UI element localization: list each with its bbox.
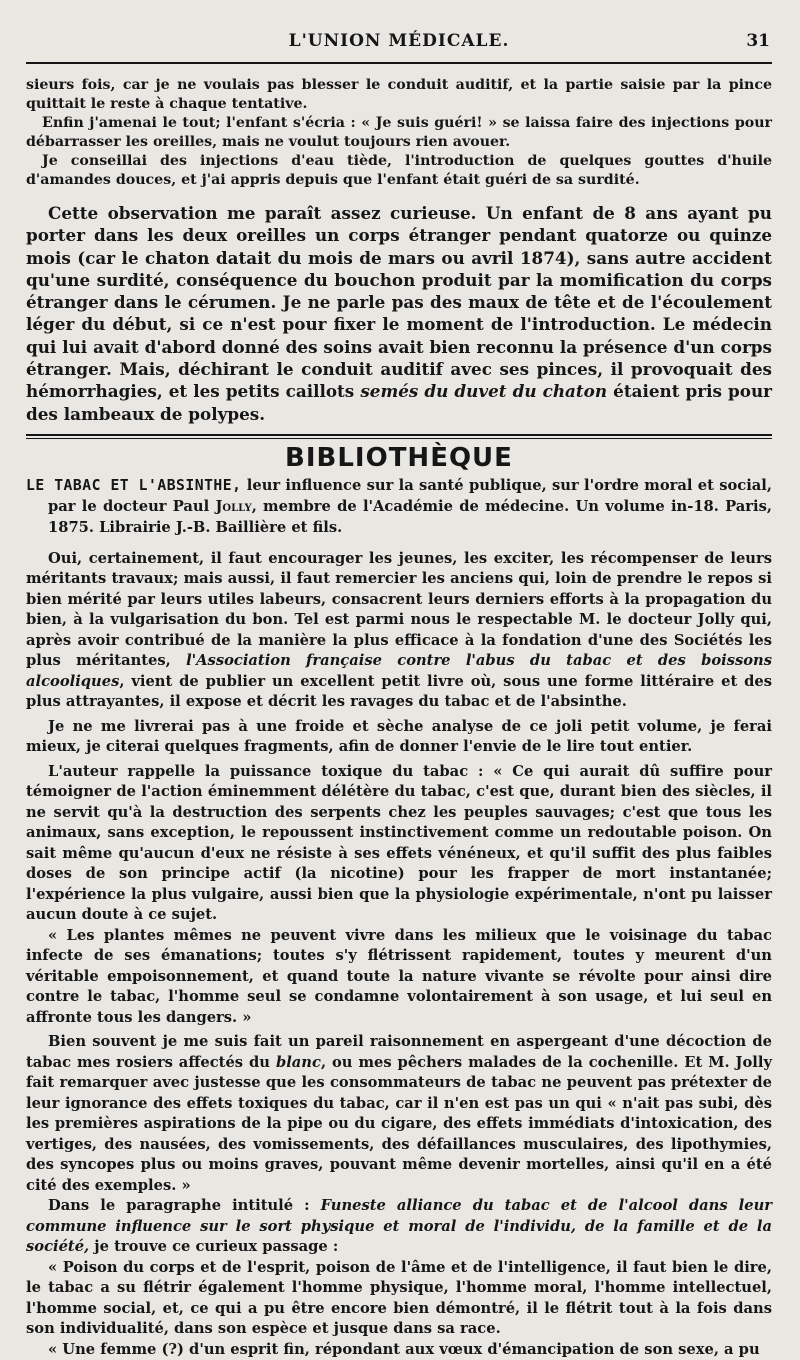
- paragraph: [26, 1196, 772, 1258]
- running-title: L'UNION MÉDICALE.: [288, 31, 510, 51]
- text-run: , ou mes pêchers malades de la cochenille. Et M. Jolly fait remarquer avec justesse que les consommateurs de tabac ne peuvent pas prétexter de leur ignorance des effets toxiques du tabac, car il n'en est pas un qui « n'ait pas subi, dès les premières aspirations de la pipe ou du cigare, des effets immédiats d'intoxication, des vertiges, des nausées, des vomissements, des défaillances musculaires, des lipothymies, des syncopes plus ou moins graves, pouvant même devenir mortelles, ainsi qu'il en a été cité des exemples. »: [26, 1053, 772, 1194]
- text-run: , vient de publier un excellent petit livre où, sous une forme littéraire et des plus attrayantes, il expose et décrit les ravages du tabac et de l'absinthe.: [26, 672, 772, 711]
- paragraph: « Une femme (?) d'un esprit fin, répondant aux vœux d'émancipation de son sexe, a pu: [48, 1340, 760, 1358]
- text-run: Oui, certainement, il faut encourager les jeunes, les exciter, les récompenser de leurs méritants travaux; mais aussi, il faut remercier les anciens qui, loin de prendre le repos si bien mérité par leurs utiles labeurs, consacrent leurs derniers efforts à la propagation du bien, à la vulgarisation du bon. Tel est parmi nous le respectable M. le docteur Jolly qui, après avoir contribué de la manière la plus efficace à la fondation d'une des Sociétés les plus méritantes,: [26, 549, 772, 670]
- section-title: BIBLIOTHÈQUE: [285, 442, 513, 473]
- paragraph: Enfin j'amenai le tout; l'enfant s'écria : « Je suis guéri! » se laissa faire des injections pour débarrasser les oreilles, mais ne voulut toujours rien avouer.: [26, 115, 772, 150]
- paragraph: [26, 549, 772, 713]
- italic-run: l'Association française contre l'abus du tabac et des boissons alcooliques: [26, 652, 773, 690]
- italic-run: Funeste alliance du tabac et de l'alcool dans leur commune influence sur le sort physique et moral de l'individu, de la famille et de la société,: [26, 1197, 773, 1256]
- paragraph: « Poison du corps et de l'esprit, poison de l'âme et de l'intelligence, il faut bien le dire, le tabac a su flétrir également l'homme physique, l'homme moral, l'homme intellectuel, l'homme social, et, ce qui a pu être encore bien démontré, il le flétrit tout à la fois dans son individualité, dans son espèce et jusque dans sa race.: [26, 1258, 772, 1338]
- italic-run: semés du duvet du chaton: [360, 381, 608, 402]
- page-header: [26, 0, 772, 66]
- header-rule: [26, 62, 772, 64]
- italic-run: blanc: [275, 1053, 321, 1071]
- text-run: Dans le paragraphe intitulé :: [48, 1197, 321, 1215]
- author-name: Jolly: [215, 497, 252, 515]
- paragraph-continued: sieurs fois, car je ne voulais pas blesser le conduit auditif, et la partie saisie par la pince quittait le reste à chaque tentative.: [26, 77, 772, 112]
- page-number: 31: [746, 31, 770, 51]
- paragraph-observation: [26, 202, 772, 425]
- text-run: leur influence sur la santé publique, sur l'ordre moral et social, par le docteur Paul: [48, 476, 773, 515]
- paragraph: [26, 1032, 772, 1196]
- text-run: , membre de l'Académie de médecine. Un volume in-18. Paris, 1875. Librairie J.-B. Baillière et fils.: [48, 497, 772, 536]
- text-run: Bien souvent je me suis fait un pareil raisonnement en aspergeant d'une décoction de tabac mes rosiers affectés du: [26, 1033, 772, 1071]
- paragraph: « Les plantes mêmes ne peuvent vivre dans les milieux que le voisinage du tabac infecte de ses émanations; toutes s'y flétrissent rapidement, toutes y meurent d'un véritable empoisonnement, et quand toute la nature vivante se révolte pour ainsi dire contre le tabac, l'homme seul se condamne volontairement à son usage, et lui seul en affronte tous les dangers. »: [26, 926, 772, 1026]
- paragraph: Je conseillai des injections d'eau tiède, l'introduction de quelques gouttes d'huile d'amandes douces, et j'ai appris depuis que l'enfant était guéri de sa surdité.: [26, 153, 772, 188]
- book-title: LE TABAC ET L'ABSINTHE,: [26, 476, 242, 494]
- text-run: Cette observation me paraît assez curieuse. Un enfant de 8 ans ayant pu porter dans les deux oreilles un corps étranger pendant quatorze ou quinze mois (car le chaton datait du mois de mars ou avril 1874), sans autre accident qu'une surdité, conséquence du bouchon produit par la momification du corps étranger dans le cérumen. Je ne parle pas des maux de tête et de l'écoulement léger du début, si ce n'est pour fixer le moment de l'introduction. Le médecin qui lui avait d'abord donné des soins avait bien reconnu la présence d'un corps étranger. Mais, déchirant le conduit auditif avec ses pinces, il provoquait des hémorrhagies, et les petits caillots: [26, 203, 772, 402]
- paragraph: Je ne me livrerai pas à une froide et sèche analyse de ce joli petit volume, je ferai mieux, je citerai quelques fragments, afin de donner l'envie de le lire tout entier.: [26, 717, 772, 756]
- section-divider: [26, 434, 772, 439]
- paragraph: L'auteur rappelle la puissance toxique du tabac : « Ce qui aurait dû suffire pour témoigner de l'action éminemment délétère du tabac, c'est que, durant bien des siècles, il ne servit qu'à la destruction des serpents chez les peuples sauvages; c'est que tous les animaux, sans exception, le repoussent instinctivement comme un redoutable poison. On sait même qu'aucun d'eux ne résiste à ses effets vénéneux, et qu'il suffit des plus faibles doses de son principe actif (la nicotine) pour les frapper de mort instantanée; l'expérience la plus vulgaire, aussi bien que la physiologie expérimentale, n'ont pu laisser aucun doute à ce sujet.: [26, 762, 772, 924]
- bibliographic-entry: [26, 475, 772, 538]
- text-run: je trouve ce curieux passage :: [89, 1238, 339, 1256]
- text-run: étaient pris pour des lambeaux de polypes.: [26, 381, 772, 424]
